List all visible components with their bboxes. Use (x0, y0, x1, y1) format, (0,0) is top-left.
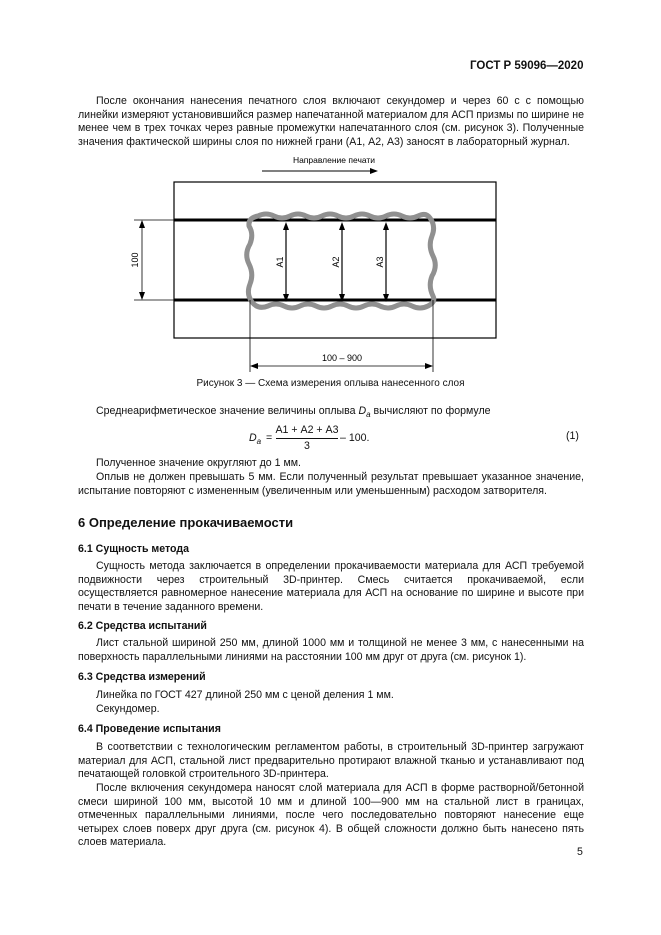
formula-intro (78, 405, 584, 422)
page-number: 5 (577, 846, 583, 858)
document-header: ГОСТ Р 59096—2020 (470, 60, 584, 72)
section-6-4-title: 6.4 Проведение испытания (78, 723, 221, 735)
length-arrow-right (425, 363, 433, 369)
spread-text: Оплыв не должен превышать 5 мм. Если полученный результат превышает указанное значение, испытание повторяют с измененным (увеличенным или уменьшенным) расходом затворителя. (78, 471, 584, 497)
a3-arrow-top (383, 222, 389, 230)
length-arrow-left (250, 363, 258, 369)
height-arrow-bottom (139, 292, 145, 300)
height-arrow-top (139, 220, 145, 228)
formula-denominator: 3 (304, 440, 310, 452)
formula-fraction-bar (276, 438, 338, 439)
section-6-1-text: Сущность метода заключается в определении прокачиваемости материала для АСП требуемой подвижности через строительный 3D-принтер. Смесь считается прокачиваемой, если осуществляется равномерное нанесение материала для АСП на основание по ширине и высоте при печати в течение заданного времени. (78, 560, 584, 613)
section-6-3-title: 6.3 Средства измерений (78, 671, 206, 683)
section-6-3-line-2: Секундомер. (96, 703, 160, 715)
formula-numerator: А1 + А2 + А3 (275, 424, 339, 436)
intro-paragraph: После окончания нанесения печатного слоя включают секундомер и через 60 с с помощью линейки измеряют установившийся размер напечатанной материалом для АСП призмы по ширине не менее чем в трех точках через равные промежутки напечатанного слоя (см. рисунок 3). Полученные значения фактической ширины слоя по нижней грани (А1, А2, А3) заносят в лабораторный журнал. (78, 95, 584, 148)
formula-intro-after: вычисляют по формуле (370, 405, 491, 417)
section-6-4-paragraph-2: После включения секундомера наносят слой материала для АСП в форме растворной/бетонной смеси шириной 100 мм, высотой 10 мм и длиной 100—900 мм на стальной лист в границах, отмеченных параллельными линиями, после чего последовательно повторяют нанесение еще четырех слоев поверх друг друга (см. рисунок 4). В общей сложности должно быть нанесено пять слоев материала. (78, 782, 584, 848)
formula-intro-sub: а (366, 410, 371, 420)
a2-label: А2 (331, 256, 341, 268)
height-label: 100 (130, 252, 140, 268)
direction-arrow-head (370, 168, 378, 174)
formula-intro-before: Среднеарифметическое значение величины оплыва (96, 405, 359, 417)
a2-arrow-top (339, 222, 345, 230)
formula-rest: – 100. (340, 432, 370, 444)
formula-lhs-sub: а (256, 437, 262, 447)
length-label: 100 – 900 (321, 353, 363, 363)
section-6-3-line-1: Линейка по ГОСТ 427 длиной 250 мм с ценой деления 1 мм. (96, 689, 394, 701)
formula-lhs (249, 432, 261, 446)
section-6-2-title: 6.2 Средства испытаний (78, 620, 207, 632)
a1-label: А1 (275, 256, 285, 268)
formula-equals: = (266, 432, 273, 444)
formula-intro-symbol: D (358, 405, 367, 417)
section-6-4-paragraph-1: В соответствии с технологическим регламентом работы, в строительный 3D-принтер загружают материал для АСП, стальной лист предварительно протирают влажной тканью и устанавливают под печатающей головкой строительного 3D-принтера. (78, 741, 584, 780)
a1-arrow-top (283, 222, 289, 230)
figure-3-diagram (0, 150, 661, 390)
section-6-title: 6 Определение прокачиваемости (78, 515, 294, 530)
section-6-2-text: Лист стальной шириной 250 мм, длиной 1000 мм и толщиной не менее 3 мм, с нанесенными на поверхность параллельными линиями на расстоянии 100 мм друг от друга (см. рисунок 1). (78, 637, 584, 663)
direction-label: Направление печати (292, 155, 376, 165)
round-text: Полученное значение округляют до 1 мм. (96, 457, 301, 469)
formula-number: (1) (566, 430, 579, 442)
figure-caption: Рисунок 3 — Схема измерения оплыва нанесенного слоя (196, 378, 465, 389)
section-6-1-title: 6.1 Сущность метода (78, 543, 190, 555)
a3-label: А3 (375, 256, 385, 268)
formula-lhs-symbol: D (249, 432, 257, 444)
